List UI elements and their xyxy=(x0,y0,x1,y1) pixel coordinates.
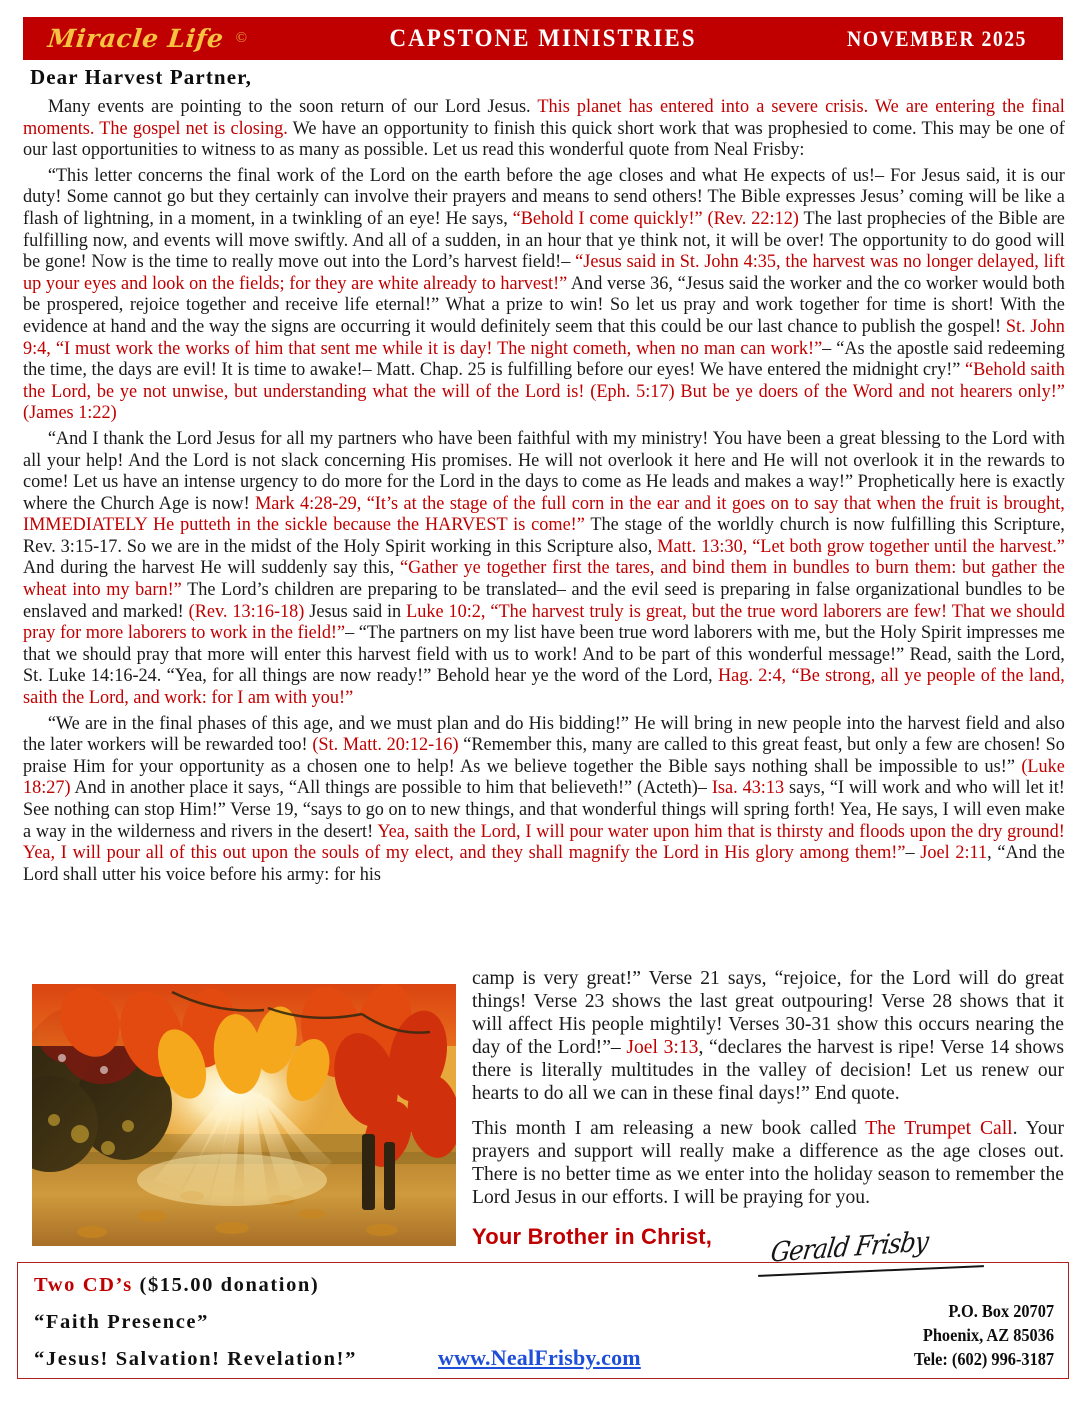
paragraph-2 xyxy=(23,165,1065,424)
text-run-red: Isa. 43:13 xyxy=(711,777,785,799)
paragraph-1 xyxy=(23,96,1065,161)
miracle-life-logo: Miracle Life xyxy=(46,24,226,53)
cd-offer-amount: ($15.00 donation) xyxy=(132,1274,320,1296)
text-run: The stage of the worldly church is now fulfilling this Scripture, Rev. 3:15-17. So we are in the midst of the Holy Spirit working in this Scripture also, xyxy=(23,514,1065,557)
footer-box xyxy=(17,1262,1069,1379)
cd-offer-line xyxy=(34,1274,734,1297)
copyright-icon: © xyxy=(235,30,248,46)
signature: Gerald Frisby xyxy=(768,1226,931,1269)
salutation: Dear Harvest Partner, xyxy=(30,65,252,89)
text-run-red: St. John 9:4, “I must work the works of him that sent me while it is day! The night cometh, when no man can work!” xyxy=(23,315,1065,359)
text-run: This month I am releasing a new book called xyxy=(472,1118,866,1140)
text-run: says, “I will work and who will let it! See nothing can stop Him!” Verse 19, “says to go on to new things, and that wonderful things will spring forth! Yea, He says, I will even make a way in the wilderness and rivers in the desert! xyxy=(23,777,1065,842)
letter-body xyxy=(23,96,1065,889)
text-run-red: Joel 3:13 xyxy=(626,1036,699,1058)
text-run: We have an opportunity to finish this quick short work that was prophesied to come. This may be one of our last opportunities to witness to as many as possible. Let us read this wonderful quote from Neal Frisby: xyxy=(23,117,1065,161)
text-run: . Your prayers and support will really make a difference as the age closes out. There is no better time as we enter into the holiday season to remember the Lord Jesus in our efforts. I will be praying for you. xyxy=(472,1118,1064,1209)
text-run: And during the harvest He will suddenly say this, xyxy=(23,557,401,579)
address-po-box: P.O. Box 20707 xyxy=(948,1301,1054,1321)
text-run-red: “Gather ye together first the tares, and bind them in bundles to burn them: but gather the wheat into my barn!” xyxy=(23,557,1065,601)
text-run-red: Yea, saith the Lord, I will pour water upon him that is thirsty and floods upon the dry ground! Yea, I will pour all of this out upon the souls of my elect, and they shall magnify the Lord in His glory among them!” xyxy=(23,820,1065,864)
text-run: , “And the Lord shall utter his voice before his army: for his xyxy=(23,842,1065,885)
text-run-red: Mark 4:28-29, “It’s at the stage of the full corn in the ear and it goes on to say that when the fruit is brought, IMMEDIATELY He putteth in the sickle because the HARVEST is come!” xyxy=(23,492,1065,536)
text-run: “And I thank the Lord Jesus for all my partners who have been faithful with my ministry! You have been a great blessing to the Lord with all your help! And the Lord is not slack concerning His promises. He will not overlook it here and He will not overlook it in the rewards to come! Let us have an intense urgency to do more for the Lord in the days to come as He leads and makes a way!” Prophetically here is exactly where the Church Age is now! xyxy=(23,427,1065,514)
cd-title-1: “Faith Presence” xyxy=(34,1311,209,1333)
text-run: “This letter concerns the final work of the Lord on the earth before the age closes and what He expects of us!– For Jesus said, it is our duty! Some cannot go but they certainly can involve their prayers and means to send others! The Bible expresses Jesus’ coming will be like a flash of lightning, in a moment, in a twinkling of an eye! He says, xyxy=(23,164,1065,229)
text-run-red: Joel 2:11 xyxy=(920,842,988,864)
right-column xyxy=(472,968,1064,1286)
right-paragraph-2 xyxy=(472,1118,1064,1210)
text-run: And verse 36, “Jesus said the worker and the co worker would both be prospered, rejoice together and receive life eternal!” What a prize to win! So let us pray and work together for time is short! With the evidence at hand and the way the signs are occurring it would definitely seem that this could be our last chance to publish the gospel! xyxy=(23,272,1065,337)
text-run-red: This planet has entered into a severe crisis. We are entering the final moments. The gospel net is closing. xyxy=(23,96,1065,139)
ministry-title: CAPSTONE MINISTRIES xyxy=(389,24,697,52)
text-run: , “declares the harvest is ripe! Verse 14 shows there is literally multitudes in the valley of decision! Let us renew our hearts to do all we can in these final days!” End quote. xyxy=(472,1036,1064,1104)
text-run: “We are in the final phases of this age, and we must plan and do His bidding!” He will bring in new people into the harvest field and also the later workers will be rewarded too! xyxy=(23,712,1065,756)
text-run: – “The partners on my list have been true word laborers with me, but the Holy Spirit impresses me that we should pray that more will enter this harvest field with us to work! And to be part of this wonderful message!” Read, saith the Lord, St. Luke 14:16-24. “Yea, for all things are now ready!” Behold hear ye the word of the Lord, xyxy=(23,622,1065,687)
contact-address xyxy=(914,1299,1054,1371)
text-run-red: (Luke 18:27) xyxy=(23,755,1065,799)
text-run: The last prophecies of the Bible are fulfilling now, and events will move swiftly. And all of a sudden, in an hour that ye think not, it will be over! The opportunity to do good will be gone! Now is the time to really move out into the Lord’s harvest field!– xyxy=(23,207,1065,273)
text-run-red: (St. Matt. 20:12-16) xyxy=(312,734,459,756)
text-run-red: (Rev. 13:16-18) xyxy=(188,600,305,622)
text-run: Jesus said in xyxy=(304,600,407,622)
text-run-red: Matt. 13:30, “Let both grow together until the harvest.” xyxy=(657,535,1065,557)
text-run: – xyxy=(905,842,921,864)
address-city-state-zip: Phoenix, AZ 85036 xyxy=(922,1325,1054,1345)
text-run-red: Luke 10:2, “The harvest truly is great, but the true word laborers are few! That we should pray for more laborers to work in the field!” xyxy=(23,600,1065,644)
right-paragraph-1 xyxy=(472,968,1064,1105)
website-link[interactable]: www.NealFrisby.com xyxy=(438,1345,641,1370)
closing-salutation: Your Brother in Christ, xyxy=(472,1224,713,1250)
text-run: camp is very great!” Verse 21 says, “rejoice, for the Lord will do great things! Verse 23 shows the last great outpouring! Verse 28 shows that it will affect His people mightily! Verses 30-31 show this occurs nearing the day of the Lord!”– xyxy=(472,968,1064,1058)
autumn-leaves-sunbeams-image xyxy=(32,984,456,1246)
text-run-red: Hag. 2:4, “Be strong, all ye people of the land, saith the Lord, and work: for I am with you!” xyxy=(23,665,1065,709)
paragraph-3 xyxy=(23,428,1065,709)
text-run: The Lord’s children are preparing to be translated– and the evil seed is preparing in false organizational bundles to be enslaved and marked! xyxy=(23,579,1065,622)
text-run: “Remember this, many are called to this great feast, but only a few are chosen! So praise Him for your opportunity as a chosen one to help! As we believe together the Bible says nothing shall be impossible to us!” xyxy=(23,734,1065,777)
text-run: Many events are pointing to the soon return of our Lord Jesus. xyxy=(47,96,538,117)
autumn-photo xyxy=(32,984,456,1246)
cd-offer-label: Two CD’s xyxy=(34,1274,133,1296)
telephone: Tele: (602) 996-3187 xyxy=(913,1349,1054,1369)
header-banner xyxy=(23,17,1063,60)
issue-date: NOVEMBER 2025 xyxy=(847,25,1028,51)
text-run: And in another place it says, “All things are possible to him that believeth!” (Acteth)– xyxy=(70,777,712,799)
book-title: The Trumpet Call xyxy=(865,1118,1013,1140)
text-run: – “As the apostle said redeeming the time, the days are evil! It is time to awake!– Matt. Chap. 25 is fulfilling before our eyes! We have entered the midnight cry!” xyxy=(23,337,1065,381)
text-run-red: “Behold I come quickly!” (Rev. 22:12) xyxy=(512,207,799,229)
text-run-red: “Behold saith the Lord, be ye not unwise, but understanding what the will of the Lord is! (Eph. 5:17) But be ye doers of the Word and not hearers only!” (James 1:22) xyxy=(23,359,1065,424)
text-run-red: “Jesus said in St. John 4:35, the harvest was no longer delayed, lift up your eyes and look on the fields; for they are white already to harvest!” xyxy=(23,251,1065,294)
cd-title-2: “Jesus! Salvation! Revelation!” xyxy=(34,1348,357,1370)
paragraph-4 xyxy=(23,713,1065,886)
